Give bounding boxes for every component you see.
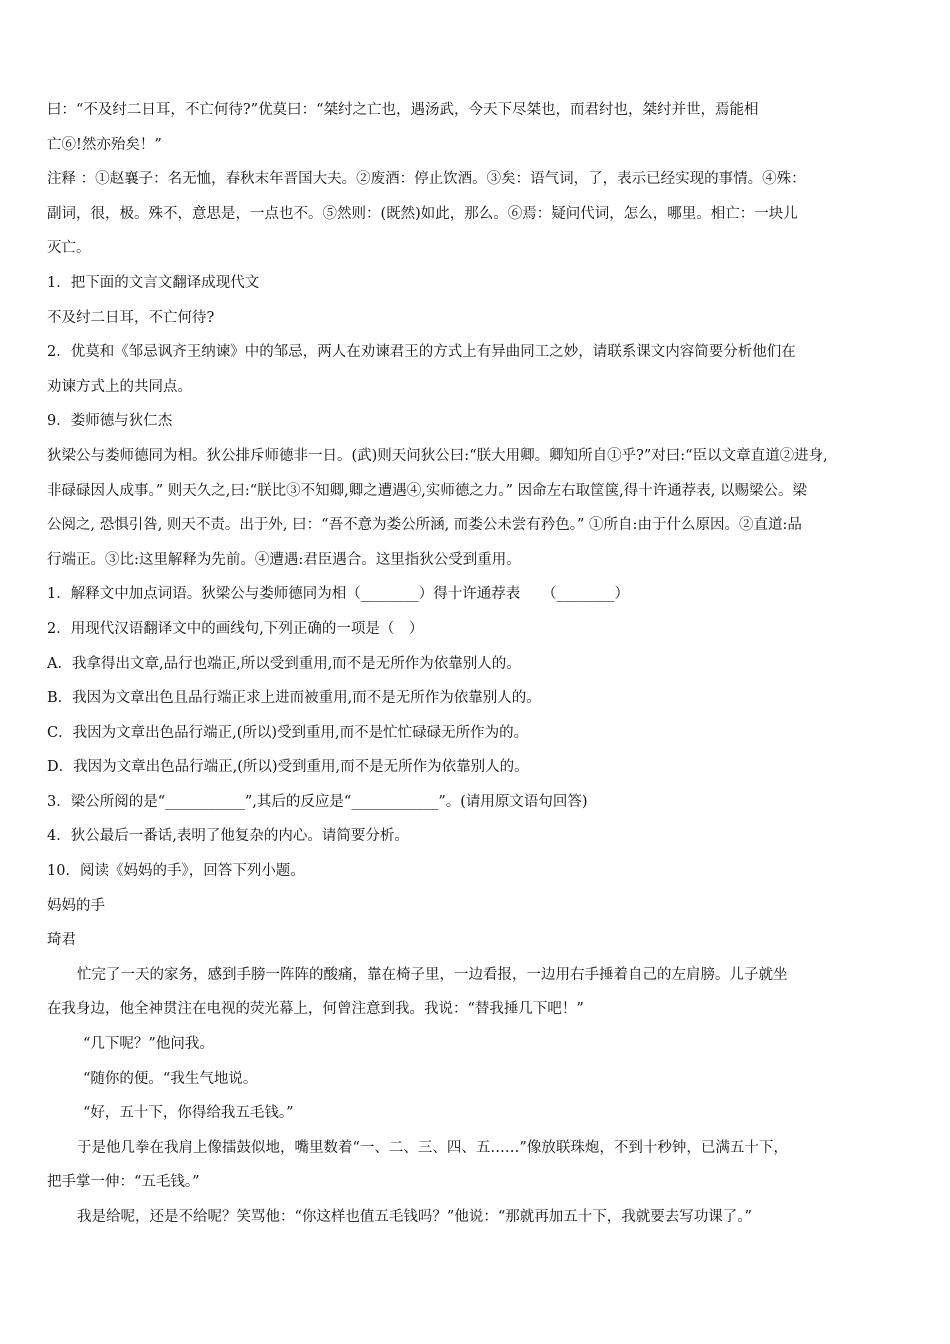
section-9-passage-line: 狄梁公与娄师德同为相。狄公排斥师德非一日。(武)则天问狄公曰:“朕大用卿。卿知所自①乎?”对曰:“臣以文章直道②进身,	[47, 447, 828, 464]
question-8-1-text: 不及纣二日耳，不亡何待?	[47, 309, 215, 326]
annotation-line: 注释 ：①赵襄子：名无恤，春秋末年晋国大夫。②废酒：停止饮酒。③矣：语气词，了，表示已经实现的事情。④殊：	[47, 171, 806, 188]
section-9-passage-line: 公阅之, 恐惧引咎, 则天不责。出于外, 曰：“吾不意为娄公所涵, 而娄公未尝有矜色。” ①所自:由于什么原因。②直道:品	[47, 517, 802, 534]
article-paragraph: 忙完了一天的家务，感到手膀一阵阵的酸痛，靠在椅子里，一边看报，一边用右手捶着自己的左肩膀。儿子就坐	[77, 966, 788, 983]
article-paragraph-cont: 在我身边，他全神贯注在电视的荧光幕上，何曾注意到我。我说：“替我捶几下吧！”	[47, 1001, 584, 1018]
annotation-line: 灭亡。	[47, 240, 91, 257]
article-paragraph: “好，五十下，你得给我五毛钱。”	[83, 1105, 294, 1122]
article-paragraph: 我是给呢，还是不给呢？笑骂他：“你这样也值五毛钱吗？”他说：“那就再加五十下，我就要去写功课了。”	[77, 1209, 752, 1225]
section-9-passage-line: 行端正。③比:这里解释为先前。④遭遇:君臣遇合。这里指狄公受到重用。	[47, 551, 521, 568]
annotation-line: 副词，很，极。殊不，意思是，一点也不。⑤然则：(既然)如此，那么。⑥焉：疑问代词，怎么，哪里。相亡：一块儿	[47, 205, 798, 222]
option-d: D．我因为文章出色品行端正,(所以)受到重用,而不是无所作为依靠别人的。	[47, 759, 529, 776]
section-10-heading: 10．阅读《妈妈的手》，回答下列小题。	[47, 863, 305, 880]
passage-line: 亡⑥!然亦殆矣！”	[47, 136, 162, 153]
article-paragraph: “几下呢？”他问我。	[83, 1036, 214, 1053]
option-c: C．我因为文章出色品行端正,(所以)受到重用,而不是忙忙碌碌无所作为的。	[47, 724, 529, 741]
option-a: A．我拿得出文章,品行也端正,所以受到重用,而不是无所作为依靠别人的。	[47, 655, 521, 672]
article-author: 琦君	[47, 932, 76, 949]
section-9-heading: 9．娄师德与狄仁杰	[47, 413, 173, 430]
document-page	[47, 93, 907, 1235]
question-9-1: 1．解释文中加点词语。狄梁公与娄师德同为相（________）得十许通荐表 （________）	[47, 586, 629, 603]
article-paragraph: “随你的便。“我生气地说。	[83, 1070, 258, 1087]
question-9-3: 3．梁公所阅的是“___________”,其后的反应是“____________”。(请用原文语句回答)	[47, 793, 588, 810]
option-b: B．我因为文章出色且品行端正求上进而被重用,而不是无所作为依靠别人的。	[47, 690, 541, 707]
question-9-4: 4．狄公最后一番话,表明了他复杂的内心。请简要分析。	[47, 828, 409, 845]
question-8-2: 2．优莫和《邹忌讽齐王纳谏》中的邹忌，两人在劝谏君王的方式上有异曲同工之妙，请联系课文内容简要分析他们在	[47, 344, 796, 361]
section-9-passage-line: 非碌碌因人成事。” 则天久之,曰:“朕比③不知卿,卿之遭遇④,实师德之力。” 因命左右取筐箧,得十许通荐表, 以赐梁公。梁	[47, 482, 807, 499]
question-8-1: 1．把下面的文言文翻译成现代文	[47, 274, 260, 291]
article-paragraph: 于是他几拳在我肩上像擂鼓似地，嘴里数着“一、二、三、四、五……”像放联珠炮，不到十秒钟，已满五十下，	[77, 1139, 788, 1156]
question-8-2-cont: 劝谏方式上的共同点。	[47, 378, 192, 395]
passage-line: 曰：“不及纣二日耳，不亡何待?”优莫曰：“桀纣之亡也，遇汤武，今天下尽桀也，而君纣也，桀纣并世，焉能相	[47, 102, 759, 118]
article-paragraph-cont: 把手掌一伸：“五毛钱。”	[47, 1174, 200, 1191]
article-title: 妈妈的手	[47, 897, 105, 914]
question-9-2: 2．用现代汉语翻译文中的画线句,下列正确的一项是（ ）	[47, 620, 424, 637]
